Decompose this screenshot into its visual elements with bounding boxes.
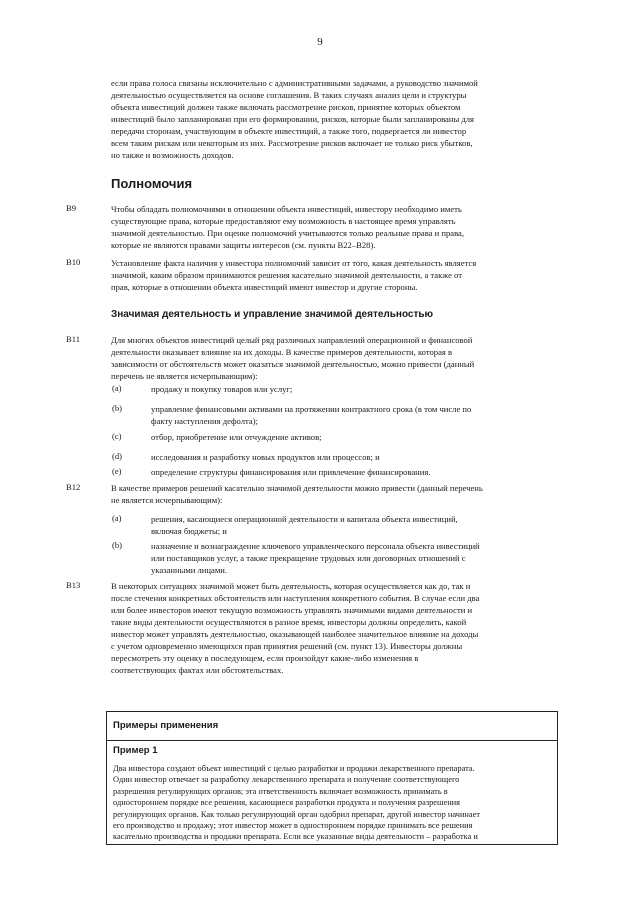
text-line: определение структуры финансирования или привлечение финансирования. bbox=[151, 467, 431, 477]
text-line: инвестор может управлять деятельностью, оказывающей наиболее значительное влияние на доходы bbox=[111, 629, 479, 639]
list-item-label: (a) bbox=[112, 513, 122, 523]
example-1-title: Пример 1 bbox=[113, 745, 158, 756]
text-line: В некоторых ситуациях значимой может быть деятельность, которая осуществляется как до, так и bbox=[111, 581, 471, 591]
text-line: но также и возможность доходов. bbox=[111, 150, 234, 160]
text-line: касательно производства и продажи препарата. Если все указанные виды деятельности – разработка и bbox=[113, 832, 478, 842]
paragraph-b11 bbox=[111, 334, 551, 382]
paragraph-label-b13: B13 bbox=[66, 580, 81, 590]
text-line: деятельностью осуществляется на основе соглашения. В таких случаях анализ цели и структуры bbox=[111, 90, 467, 100]
text-line: Один инвестор отвечает за разработку лекарственного препарата и получение соответствующего bbox=[113, 775, 460, 785]
text-line: решения, касающиеся операционной деятельности и капитала объекта инвестиций, bbox=[151, 514, 458, 524]
paragraph-label-b10: B10 bbox=[66, 257, 81, 267]
list-item bbox=[151, 540, 551, 576]
list-item bbox=[151, 513, 551, 537]
examples-box-title: Примеры применения bbox=[113, 720, 219, 731]
text-line: которые не являются правами защиты интересов (см. пункты B22–B28). bbox=[111, 240, 376, 250]
text-line: отбор, приобретение или отчуждение активов; bbox=[151, 432, 322, 442]
text-line: объекта инвестиций должен также включать рассмотрение рисков, принятие которых объектом bbox=[111, 102, 461, 112]
text-line: пересмотреть эту оценку в последующем, если произойдут какие-либо изменения в bbox=[111, 653, 419, 663]
text-line: В качестве примеров решений касательно значимой деятельности можно привести (данный перечень bbox=[111, 483, 483, 493]
list-item bbox=[151, 383, 551, 395]
paragraph-label-b12: B12 bbox=[66, 482, 81, 492]
text-line: или поставщиков услуг, а также прекращение трудовых или договорных отношений с bbox=[151, 553, 466, 563]
text-line: или более инвесторов имеют текущую возможность управлять значимыми видами деятельности и bbox=[111, 605, 473, 615]
text-line: Два инвестора создают объект инвестиций с целью разработки и продажи лекарственного препарата. bbox=[113, 764, 475, 773]
text-line: после стечения конкретных обстоятельств или наступления конкретного события. В случае если два bbox=[111, 593, 480, 603]
text-line: всем таким рискам или некоторым из них. Рассмотрение рисков включает не только риск убытков, bbox=[111, 138, 473, 148]
paragraph-label-b9: B9 bbox=[66, 203, 77, 213]
text-line: с учетом одновременно имеющихся прав принятия решений (см. пункт 13). Инвесторы должны bbox=[111, 641, 463, 651]
text-line: указанными лицами. bbox=[151, 565, 228, 575]
list-item-label: (d) bbox=[112, 451, 123, 461]
text-line: значимой, каким образом принимаются решения касательно значимой деятельности, а также от bbox=[111, 270, 462, 280]
list-item bbox=[151, 431, 551, 443]
text-line: исследования и разработку новых продуктов или процессов; и bbox=[151, 452, 380, 462]
list-item-label: (e) bbox=[112, 466, 122, 476]
paragraph-label-b11: B11 bbox=[66, 334, 81, 344]
paragraph-b13 bbox=[111, 580, 551, 676]
text-line: его производство и продажу; этот инвестор может в одностороннем порядке принимать все решения bbox=[113, 821, 473, 831]
text-line: такие виды деятельности осуществляются в разное время, инвесторы должны определить, какой bbox=[111, 617, 467, 627]
list-item bbox=[151, 403, 551, 427]
text-line: деятельности оказывает влияние на их доходы. В качестве примеров деятельности, которая в bbox=[111, 347, 453, 357]
text-line: перечень не является исчерпывающим): bbox=[111, 371, 258, 381]
list-item bbox=[151, 466, 551, 478]
text-line: если права голоса связаны исключительно с административными задачами, а руководство значимой bbox=[111, 78, 478, 88]
text-line: значимой деятельностью. При оценке полномочий учитываются только реальные права и права, bbox=[111, 228, 465, 238]
heading-powers: Полномочия bbox=[111, 176, 193, 191]
heading-relevant-activities: Значимая деятельность и управление значимой деятельностью bbox=[111, 309, 434, 320]
example-1-text bbox=[113, 763, 553, 843]
text-line: разрешения регулирующих органов; эта ответственность включает возможность принимать в bbox=[113, 786, 448, 796]
list-item-label: (b) bbox=[112, 403, 123, 413]
text-line: регулирующих органов. Как только регулирующий орган одобрил препарат, другой инвестор начинает bbox=[113, 809, 481, 819]
text-line: прав, которые в отношении объекта инвестиций имеют инвестор и другие стороны. bbox=[111, 282, 418, 292]
page-number: 9 bbox=[317, 36, 323, 48]
text-line: существующие права, которые предоставляют ему возможность в настоящее время управлять bbox=[111, 216, 456, 226]
text-line: не является исчерпывающим): bbox=[111, 495, 223, 505]
text-line: продажу и покупку товаров или услуг; bbox=[151, 384, 293, 394]
text-line: одностороннем порядке все решения, касающиеся разработки продукта и получения разрешения bbox=[113, 798, 461, 808]
text-line: назначение и вознаграждение ключевого управленческого персонала объекта инвестиций bbox=[151, 541, 480, 551]
text-line: факту наступления дефолта); bbox=[151, 416, 258, 426]
list-item bbox=[151, 451, 551, 463]
examples-box bbox=[106, 711, 558, 845]
paragraph-b12 bbox=[111, 482, 551, 506]
text-line: включая бюджеты; и bbox=[151, 526, 227, 536]
text-line: зависимости от обстоятельств может оказаться значимой деятельностью, можно привести (данный bbox=[111, 359, 475, 369]
paragraph-b9 bbox=[111, 203, 551, 251]
text-line: инвестиций было запланировано при его формировании, рисков, которые были запланированы для bbox=[111, 114, 475, 124]
list-item-label: (c) bbox=[112, 431, 122, 441]
text-line: Чтобы обладать полномочиями в отношении объекта инвестиций, инвестору необходимо иметь bbox=[111, 204, 462, 214]
examples-box-header bbox=[107, 712, 557, 741]
text-line: Установление факта наличия у инвестора полномочий зависит от того, какая деятельность является bbox=[111, 258, 477, 268]
list-item-label: (b) bbox=[112, 540, 123, 550]
text-line: передачи сторонам, участвующим в объекте инвестиций, а также того, подвергается ли инвестор bbox=[111, 126, 467, 136]
text-line: управление финансовыми активами на протяжении контрактного срока (в том числе по bbox=[151, 404, 472, 414]
paragraph-b10 bbox=[111, 257, 551, 293]
text-line: Для многих объектов инвестиций целый ряд различных направлений операционной и финансовой bbox=[111, 335, 473, 345]
text-line: соответствующих фактах или обстоятельствах. bbox=[111, 665, 284, 675]
intro-paragraph bbox=[111, 77, 551, 161]
list-item-label: (a) bbox=[112, 383, 122, 393]
